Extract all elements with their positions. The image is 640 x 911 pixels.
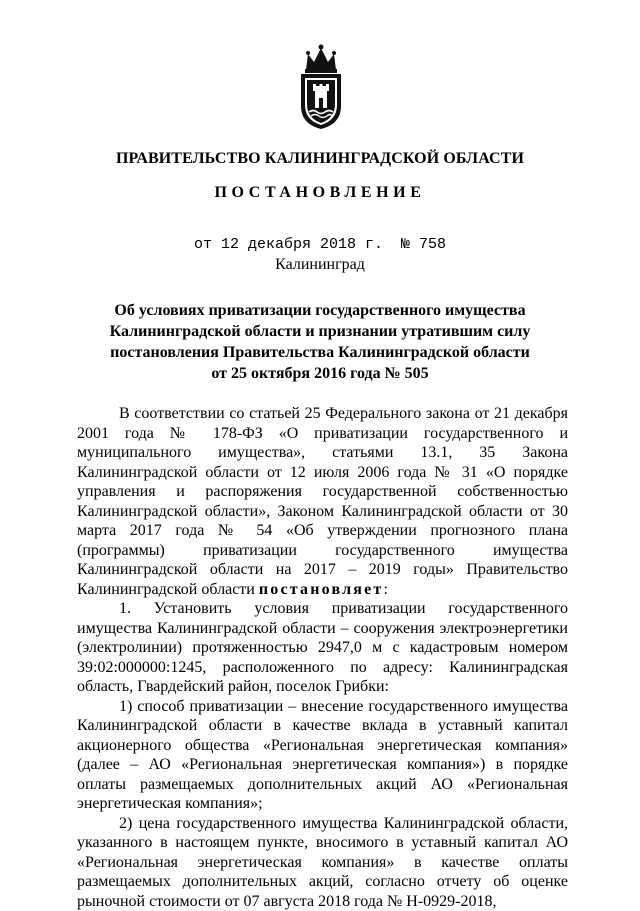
title-line-1: Об условиях приватизации государственного имущества — [90, 300, 550, 321]
paragraph-item-1: 1. Установить условия приватизации государственного имущества Калининградской области – сооружения электроэнергетики (электролинии) протяженностью 2947,0 м с кадастровым номером 39:02:000000:1245, расположенного по адресу: Калининградская область, Гвардейский район, поселок Грибки: — [77, 599, 568, 697]
coat-of-arms-emblem-icon — [296, 40, 346, 130]
title-line-3: постановления Правительства Калининградской области — [90, 342, 550, 363]
document-city: Калининград — [0, 256, 640, 274]
title-line-4: от 25 октября 2016 года № 505 — [90, 363, 550, 384]
document-date-number: от 12 декабря 2018 г. № 758 — [0, 236, 640, 253]
document-type: ПОСТАНОВЛЕНИЕ — [0, 184, 640, 202]
document-body — [77, 404, 568, 911]
paragraph-subitem-1: 1) способ приватизации – внесение государственного имущества Калининградской области в качестве вклада в уставный капитал акционерного общества «Региональная энергетическая компания» (далее – АО «Региональная энергетическая компания») в порядке оплаты размещаемых дополнительных акций АО «Региональная энергетическая компания»; — [77, 697, 568, 814]
government-name: ПРАВИТЕЛЬСТВО КАЛИНИНГРАДСКОЙ ОБЛАСТИ — [0, 150, 640, 168]
document-title — [90, 300, 550, 384]
preamble-colon: : — [383, 581, 387, 598]
paragraph-subitem-2: 2) цена государственного имущества Калининградской области, указанного в настоящем пункте, вносимого в уставный капитал АО «Региональная энергетическая компания» в качестве оплаты размещаемых дополнительных акций, согласно отчету об оценке рыночной стоимости от 07 августа 2018 года № Н-0929-2018, — [77, 814, 568, 911]
resolves-keyword: постановляет — [259, 581, 384, 598]
title-line-2: Калининградской области и признании утратившим силу — [90, 321, 550, 342]
preamble-text: В соответствии со статьей 25 Федерального закона от 21 декабря 2001 года № 178-ФЗ «О приватизации государственного и муниципального имущества», статьями 13.1, 35 Закона Калининградской области от 12 июля 2006 года № 31 «О порядке управления и распоряжения государственной собственностью Калининградской области», Законом Калининградской области от 30 марта 2017 года № 54 «Об утверждении прогнозного плана (программы) приватизации государственного имущества Калининградской области на 2017 – 2019 годы» Правительство Калининградской области — [77, 405, 568, 598]
paragraph-preamble — [77, 404, 568, 599]
